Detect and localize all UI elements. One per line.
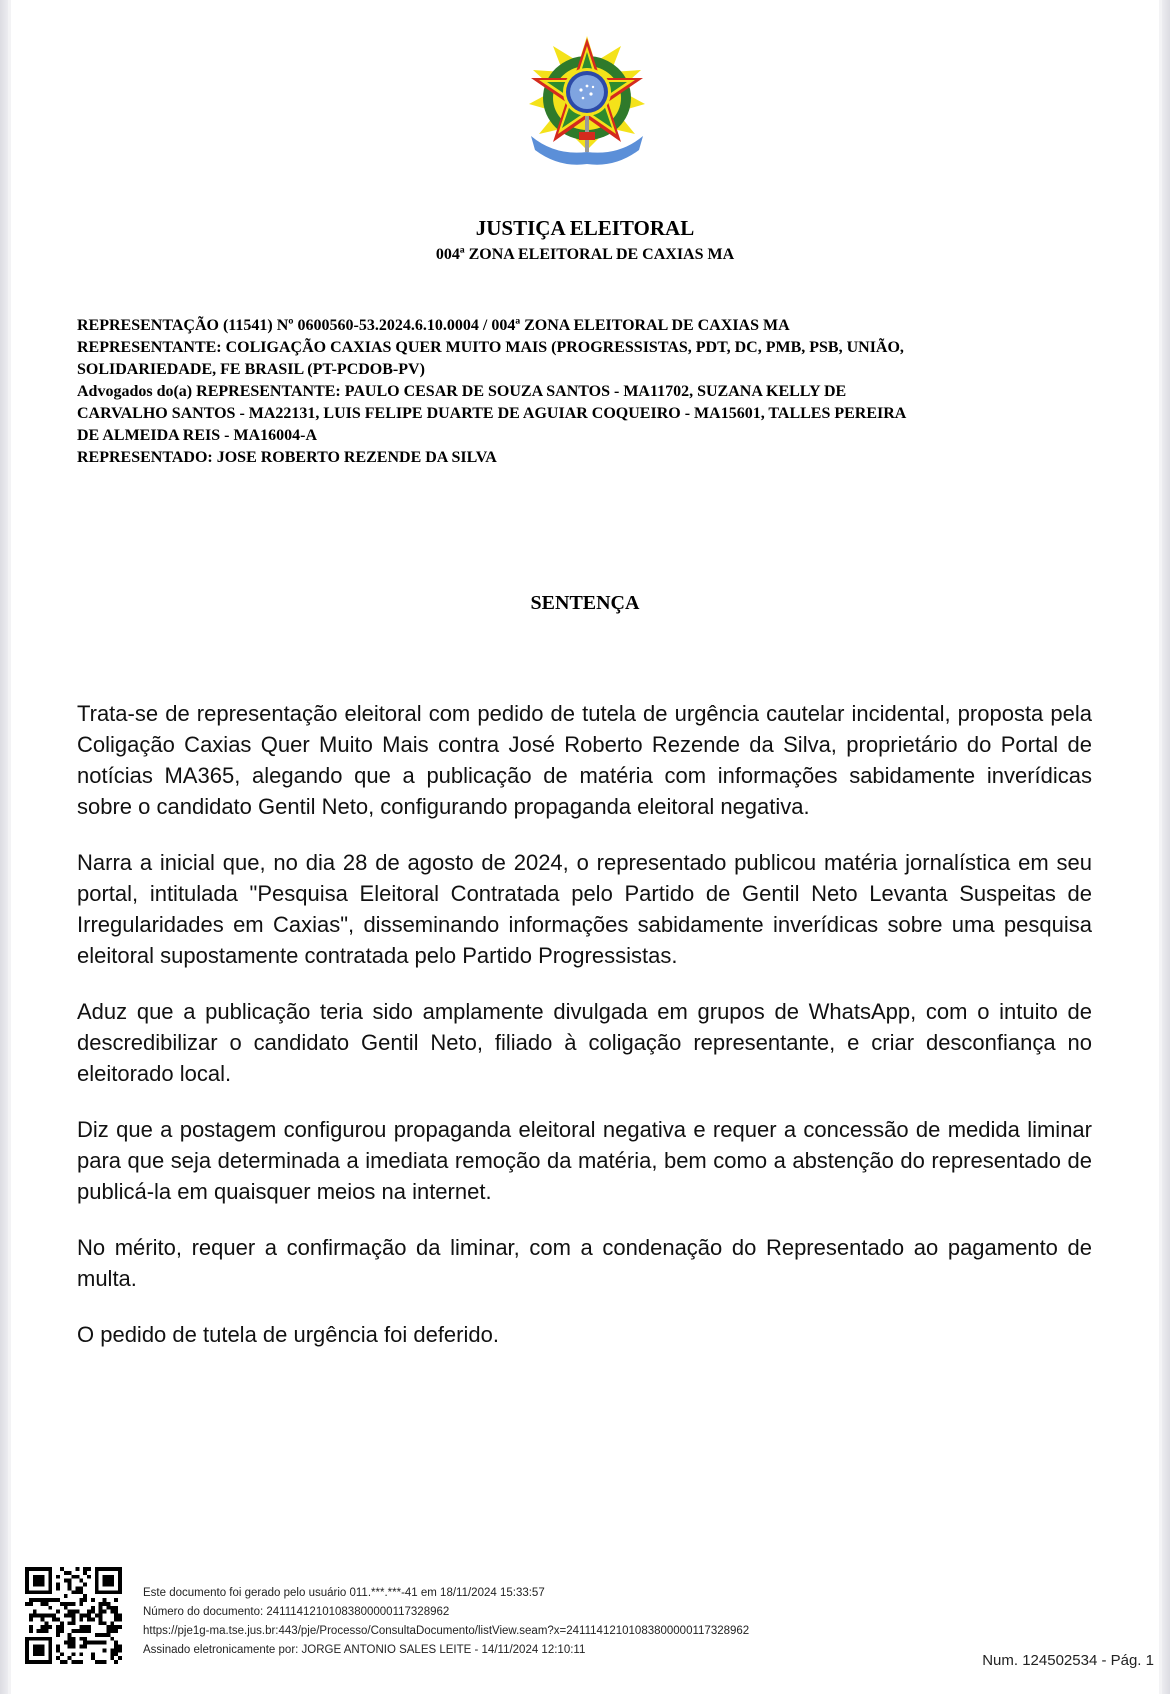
case-info — [77, 315, 1077, 469]
document-title: SENTENÇA — [530, 592, 640, 614]
institution-title: JUSTIÇA ELEITORAL — [475, 216, 695, 240]
document-url[interactable]: https://pje1g-ma.tse.jus.br:443/pje/Processo/ConsultaDocumento/listView.seam?x=24111412101083800000117328962 — [143, 1625, 750, 1637]
lawyers: Advogados do(a) REPRESENTANTE: PAULO CESAR DE SOUZA SANTOS - MA11702, SUZANA KELLY DE — [77, 383, 847, 400]
paragraph: Narra a inicial que, no dia 28 de agosto de 2024, o representado publicou matéria jornalística em seu portal, intitulada "Pesquisa Eleitoral Contratada pelo Partido de Gentil Neto Levanta Suspeitas de Irregularidades em Caxias", disseminando informações sabidamente inverídicas sobre uma pesquisa eleitoral supostamente contratada pelo Partido Progressistas. — [77, 850, 1092, 968]
paragraph: Trata-se de representação eleitoral com pedido de tutela de urgência cautelar incidental, proposta pela Coligação Caxias Quer Muito Mais contra José Roberto Rezende da Silva, proprietário do Portal de notícias MA365, alegando que a publicação de matéria com informações sabidamente inverídicas sobre o candidato Gentil Neto, configurando propaganda eleitoral negativa. — [77, 701, 1092, 819]
paragraph: Diz que a postagem configurou propaganda eleitoral negativa e requer a concessão de medida liminar para que seja determinada a imediata remoção da matéria, bem como a abstenção do representado de publicá-la em quaisquer meios na internet. — [77, 1117, 1092, 1204]
lawyers-continued-2: DE ALMEIDA REIS - MA16004-A — [77, 427, 318, 444]
brazil-coat-of-arms-icon — [525, 32, 649, 168]
lawyers-continued: CARVALHO SANTOS - MA22131, LUIS FELIPE DUARTE DE AGUIAR COQUEIRO - MA15601, TALLES PEREIRA — [77, 405, 907, 422]
plaintiff-continued: SOLIDARIEDADE, FE BRASIL (PT-PCDOB-PV) — [77, 361, 425, 378]
plaintiff: REPRESENTANTE: COLIGAÇÃO CAXIAS QUER MUITO MAIS (PROGRESSISTAS, PDT, DC, PMB, PSB, UNIÃO, — [77, 339, 904, 356]
generated-by: Este documento foi gerado pelo usuário 011.***.***-41 em 18/11/2024 15:33:57 — [143, 1587, 545, 1599]
defendant: REPRESENTADO: JOSE ROBERTO REZENDE DA SILVA — [77, 449, 497, 466]
document-body — [77, 698, 1092, 1375]
qr-code-icon[interactable] — [25, 1567, 122, 1664]
signed-by: Assinado eletronicamente por: JORGE ANTONIO SALES LEITE - 14/11/2024 12:10:11 — [143, 1644, 586, 1656]
paragraph: Aduz que a publicação teria sido amplamente divulgada em grupos de WhatsApp, com o intuito de descredibilizar o candidato Gentil Neto, filiado à coligação representante, e criar desconfiança no eleitorado local. — [77, 999, 1092, 1086]
document-number: Número do documento: 24111412101083800000117328962 — [143, 1606, 450, 1618]
electoral-zone: 004ª ZONA ELEITORAL DE CAXIAS MA — [435, 246, 735, 263]
paragraph: No mérito, requer a confirmação da liminar, com a condenação do Representado ao pagamento de multa. — [77, 1235, 1092, 1291]
paragraph: O pedido de tutela de urgência foi deferido. — [77, 1322, 499, 1347]
case-number: REPRESENTAÇÃO (11541) Nº 0600560-53.2024.6.10.0004 / 004ª ZONA ELEITORAL DE CAXIAS MA — [77, 317, 790, 334]
page-number: Num. 124502534 - Pág. 1 — [982, 1652, 1154, 1669]
footer-info — [143, 1584, 749, 1660]
